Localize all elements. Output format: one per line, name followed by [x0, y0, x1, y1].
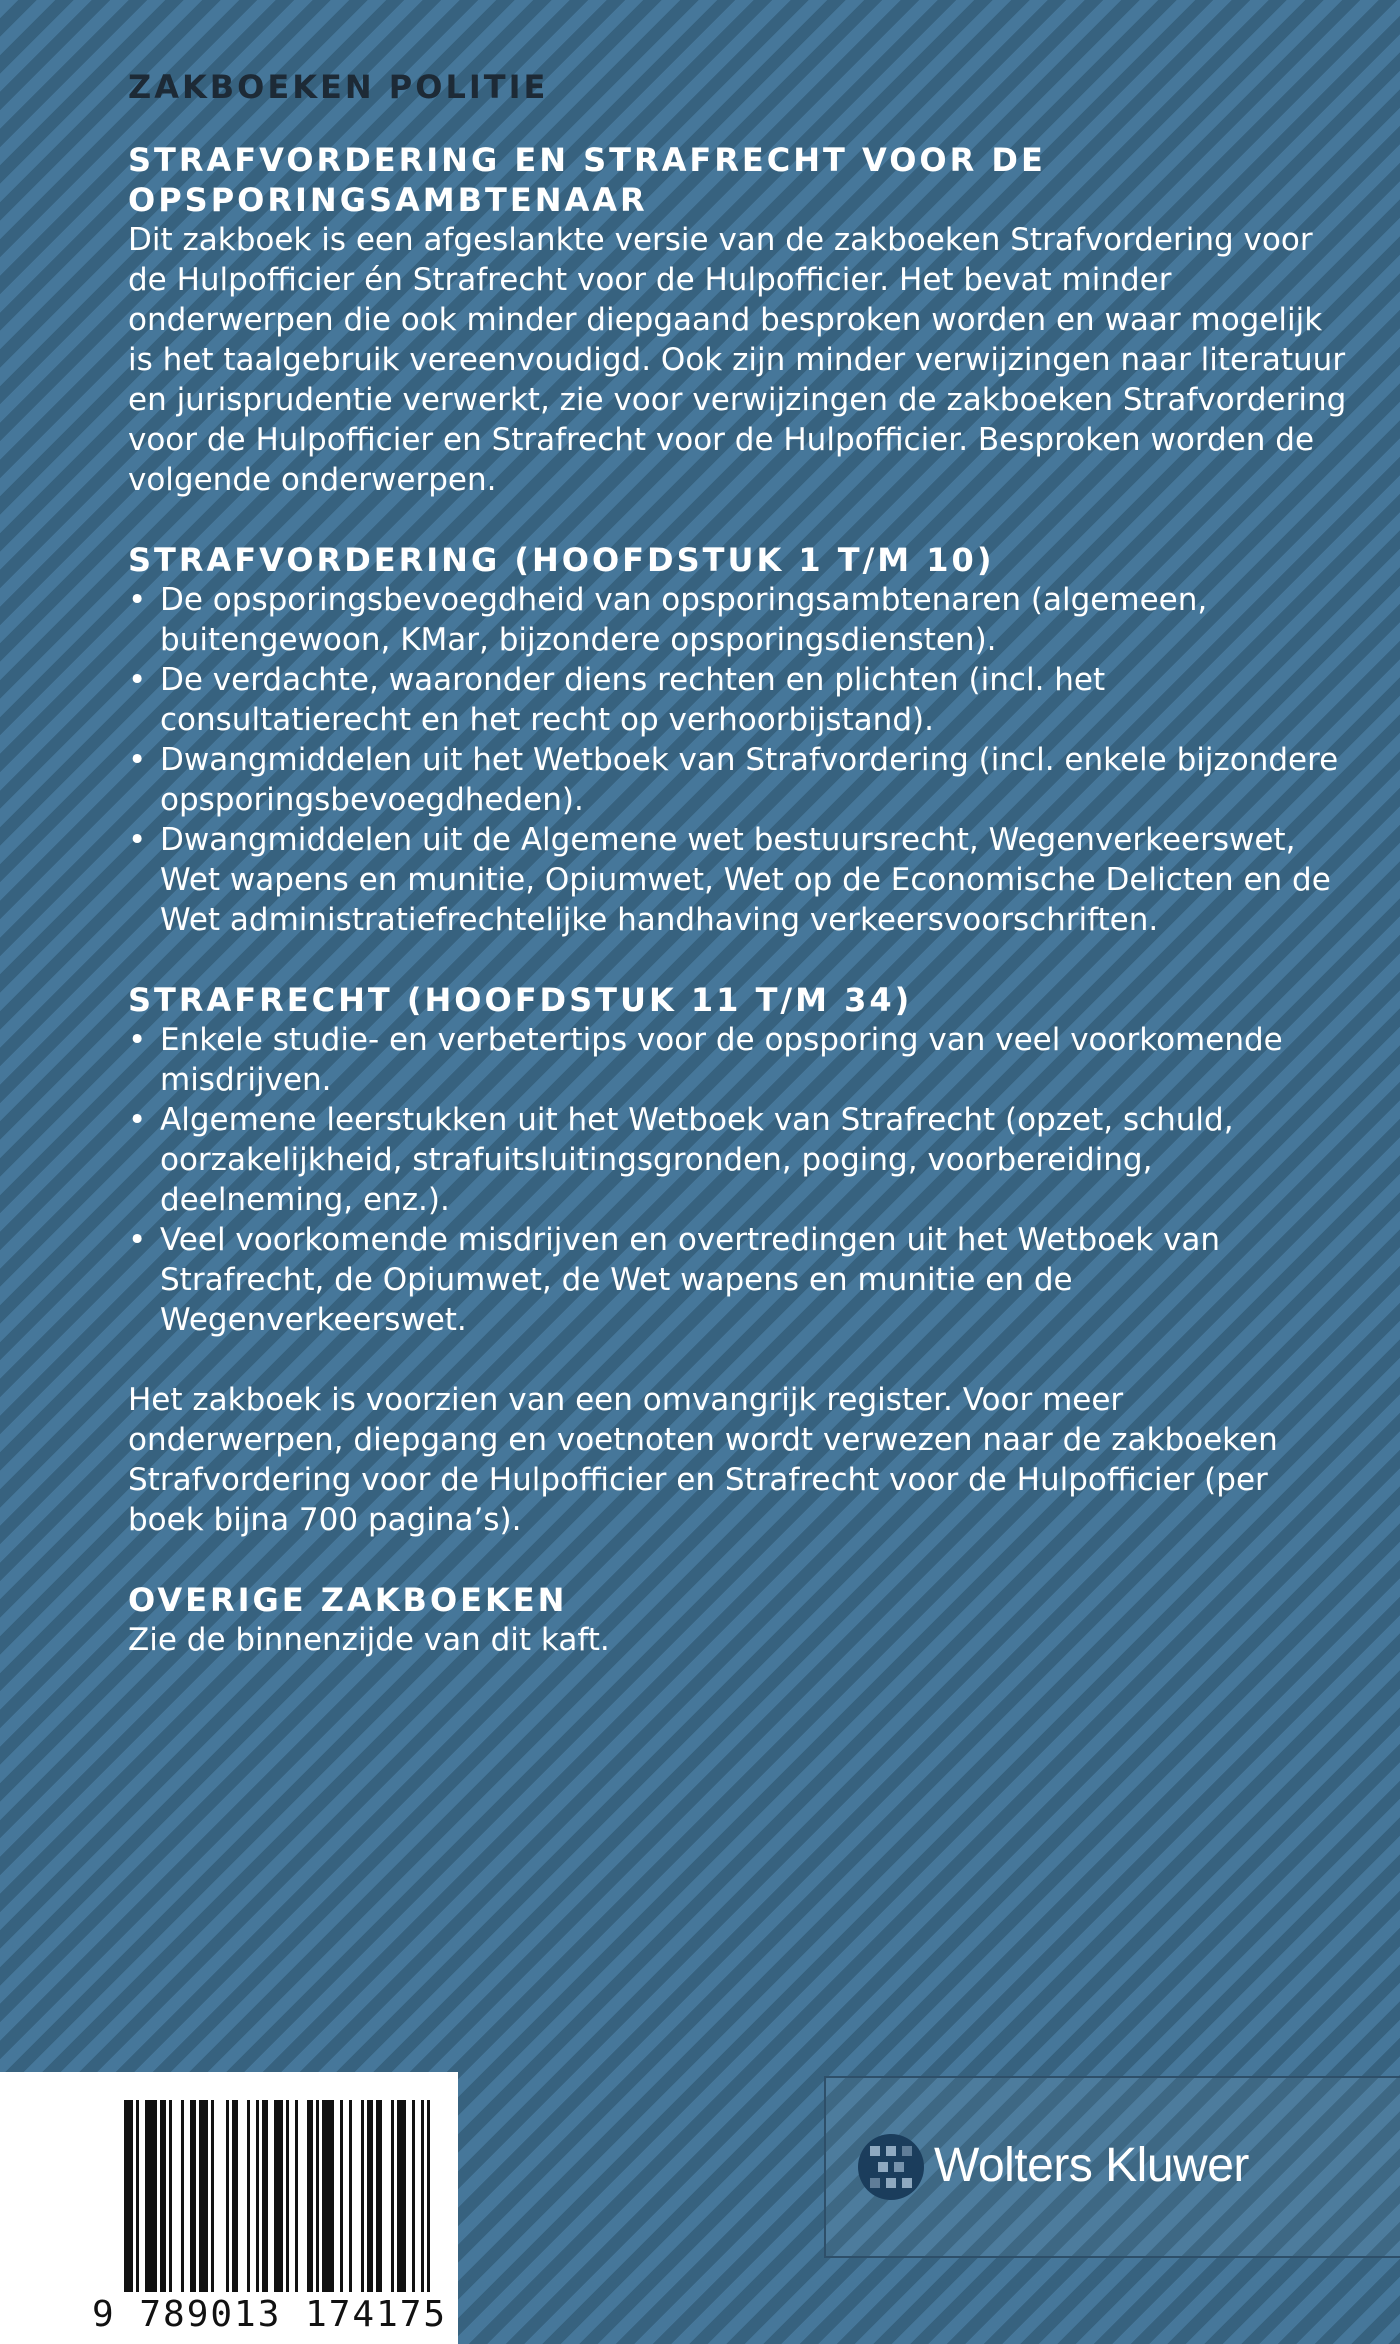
wolters-kluwer-mark-icon: [856, 2132, 926, 2202]
barcode-bar: [190, 2100, 196, 2292]
register-paragraph: Het zakboek is voorzien van een omvangrijk register. Voor meer onderwerpen, diepgang en voetnoten wordt verwezen naar de zakboeken Strafvordering voor de Hulpofficier en Strafrecht voor de Hulpofficier (per boek bijna 700 pagina’s).: [128, 1382, 1278, 1538]
barcode-bar: [124, 2100, 133, 2292]
barcode-bar: [247, 2100, 250, 2292]
barcode-bar: [169, 2100, 172, 2292]
strafrecht-list: [128, 1020, 1348, 1340]
book-title-line-1: STRAFVORDERING EN STRAFRECHT VOOR DE: [128, 141, 1046, 179]
publisher-name: Wolters Kluwer: [934, 2139, 1249, 2192]
barcode-bar: [232, 2100, 238, 2292]
overige-text: Zie de binnenzijde van dit kaft.: [128, 1622, 610, 1658]
back-cover-text: [128, 140, 1348, 1660]
barcode-bar: [421, 2100, 424, 2292]
strafvordering-list: [128, 580, 1348, 940]
book-title: [128, 140, 1348, 220]
list-item: • De opsporingsbevoegdheid van opsporingsambtenaren (algemeen, buitengewoon, KMar, bijzondere opsporingsdiensten).: [128, 580, 1348, 660]
barcode-bar: [322, 2100, 334, 2292]
barcode-bar: [349, 2100, 352, 2292]
book-title-line-2: OPSPORINGSAMBTENAAR: [128, 181, 648, 219]
barcode-bar: [211, 2100, 214, 2292]
list-item: • Veel voorkomende misdrijven en overtredingen uit het Wetboek van Strafrecht, de Opiumwet, de Wet wapens en munitie en de Wegenverkeerswet.: [128, 1220, 1348, 1340]
barcode-bar: [295, 2100, 298, 2292]
barcode: [0, 2072, 458, 2344]
barcode-bar: [412, 2100, 415, 2292]
section-heading-strafrecht: STRAFRECHT (HOOFDSTUK 11 T/M 34): [128, 981, 913, 1019]
barcode-bar: [145, 2100, 157, 2292]
barcode-bar: [367, 2100, 373, 2292]
barcode-bar: [427, 2100, 430, 2292]
series-title: ZAKBOEKEN POLITIE: [128, 68, 549, 106]
section-heading-overige: OVERIGE ZAKBOEKEN: [128, 1581, 568, 1619]
barcode-bar: [274, 2100, 283, 2292]
barcode-bar: [226, 2100, 229, 2292]
list-item: • Dwangmiddelen uit de Algemene wet bestuursrecht, Wegenverkeerswet, Wet wapens en munitie, Opiumwet, Wet op de Economische Delicten en de Wet administratiefrechtelijke handhaving verkeersvoorschriften.: [128, 820, 1348, 940]
barcode-bar: [199, 2100, 208, 2292]
list-item: • Enkele studie- en verbetertips voor de opsporing van veel voorkomende misdrijven.: [128, 1020, 1348, 1100]
barcode-bar: [181, 2100, 184, 2292]
barcode-bar: [316, 2100, 319, 2292]
barcode-digits: 9 789013 174175: [92, 2294, 448, 2335]
barcode-bar: [376, 2100, 382, 2292]
barcode-bar: [136, 2100, 139, 2292]
barcode-bar: [256, 2100, 259, 2292]
list-item: • De verdachte, waaronder diens rechten en plichten (incl. het consultatierecht en het recht op verhoorbijstand).: [128, 660, 1348, 740]
barcode-bar: [286, 2100, 289, 2292]
list-item: • Algemene leerstukken uit het Wetboek van Strafrecht (opzet, schuld, oorzakelijkheid, strafuitsluitingsgronden, poging, voorbereiding, deelneming, enz.).: [128, 1100, 1348, 1220]
barcode-bar: [262, 2100, 268, 2292]
barcode-bar: [391, 2100, 394, 2292]
publisher-logo: [824, 2076, 1400, 2258]
barcode-bar: [160, 2100, 166, 2292]
barcode-bar: [361, 2100, 364, 2292]
barcode-bar: [397, 2100, 406, 2292]
barcode-bar: [307, 2100, 313, 2292]
section-heading-strafvordering: STRAFVORDERING (HOOFDSTUK 1 T/M 10): [128, 541, 995, 579]
barcode-bar: [340, 2100, 343, 2292]
intro-paragraph: Dit zakboek is een afgeslankte versie van de zakboeken Strafvordering voor de Hulpofficier én Strafrecht voor de Hulpofficier. Het bevat minder onderwerpen die ook minder diepgaand besproken worden en waar mogelijk is het taalgebruik vereenvoudigd. Ook zijn minder verwijzingen naar literatuur en jurisprudentie verwerkt, zie voor verwijzingen de zakboeken Strafvordering voor de Hulpofficier en Strafrecht voor de Hulpofficier. Besproken worden de volgende onderwerpen.: [128, 222, 1347, 498]
list-item: • Dwangmiddelen uit het Wetboek van Strafvordering (incl. enkele bijzondere opsporingsbevoegdheden).: [128, 740, 1348, 820]
